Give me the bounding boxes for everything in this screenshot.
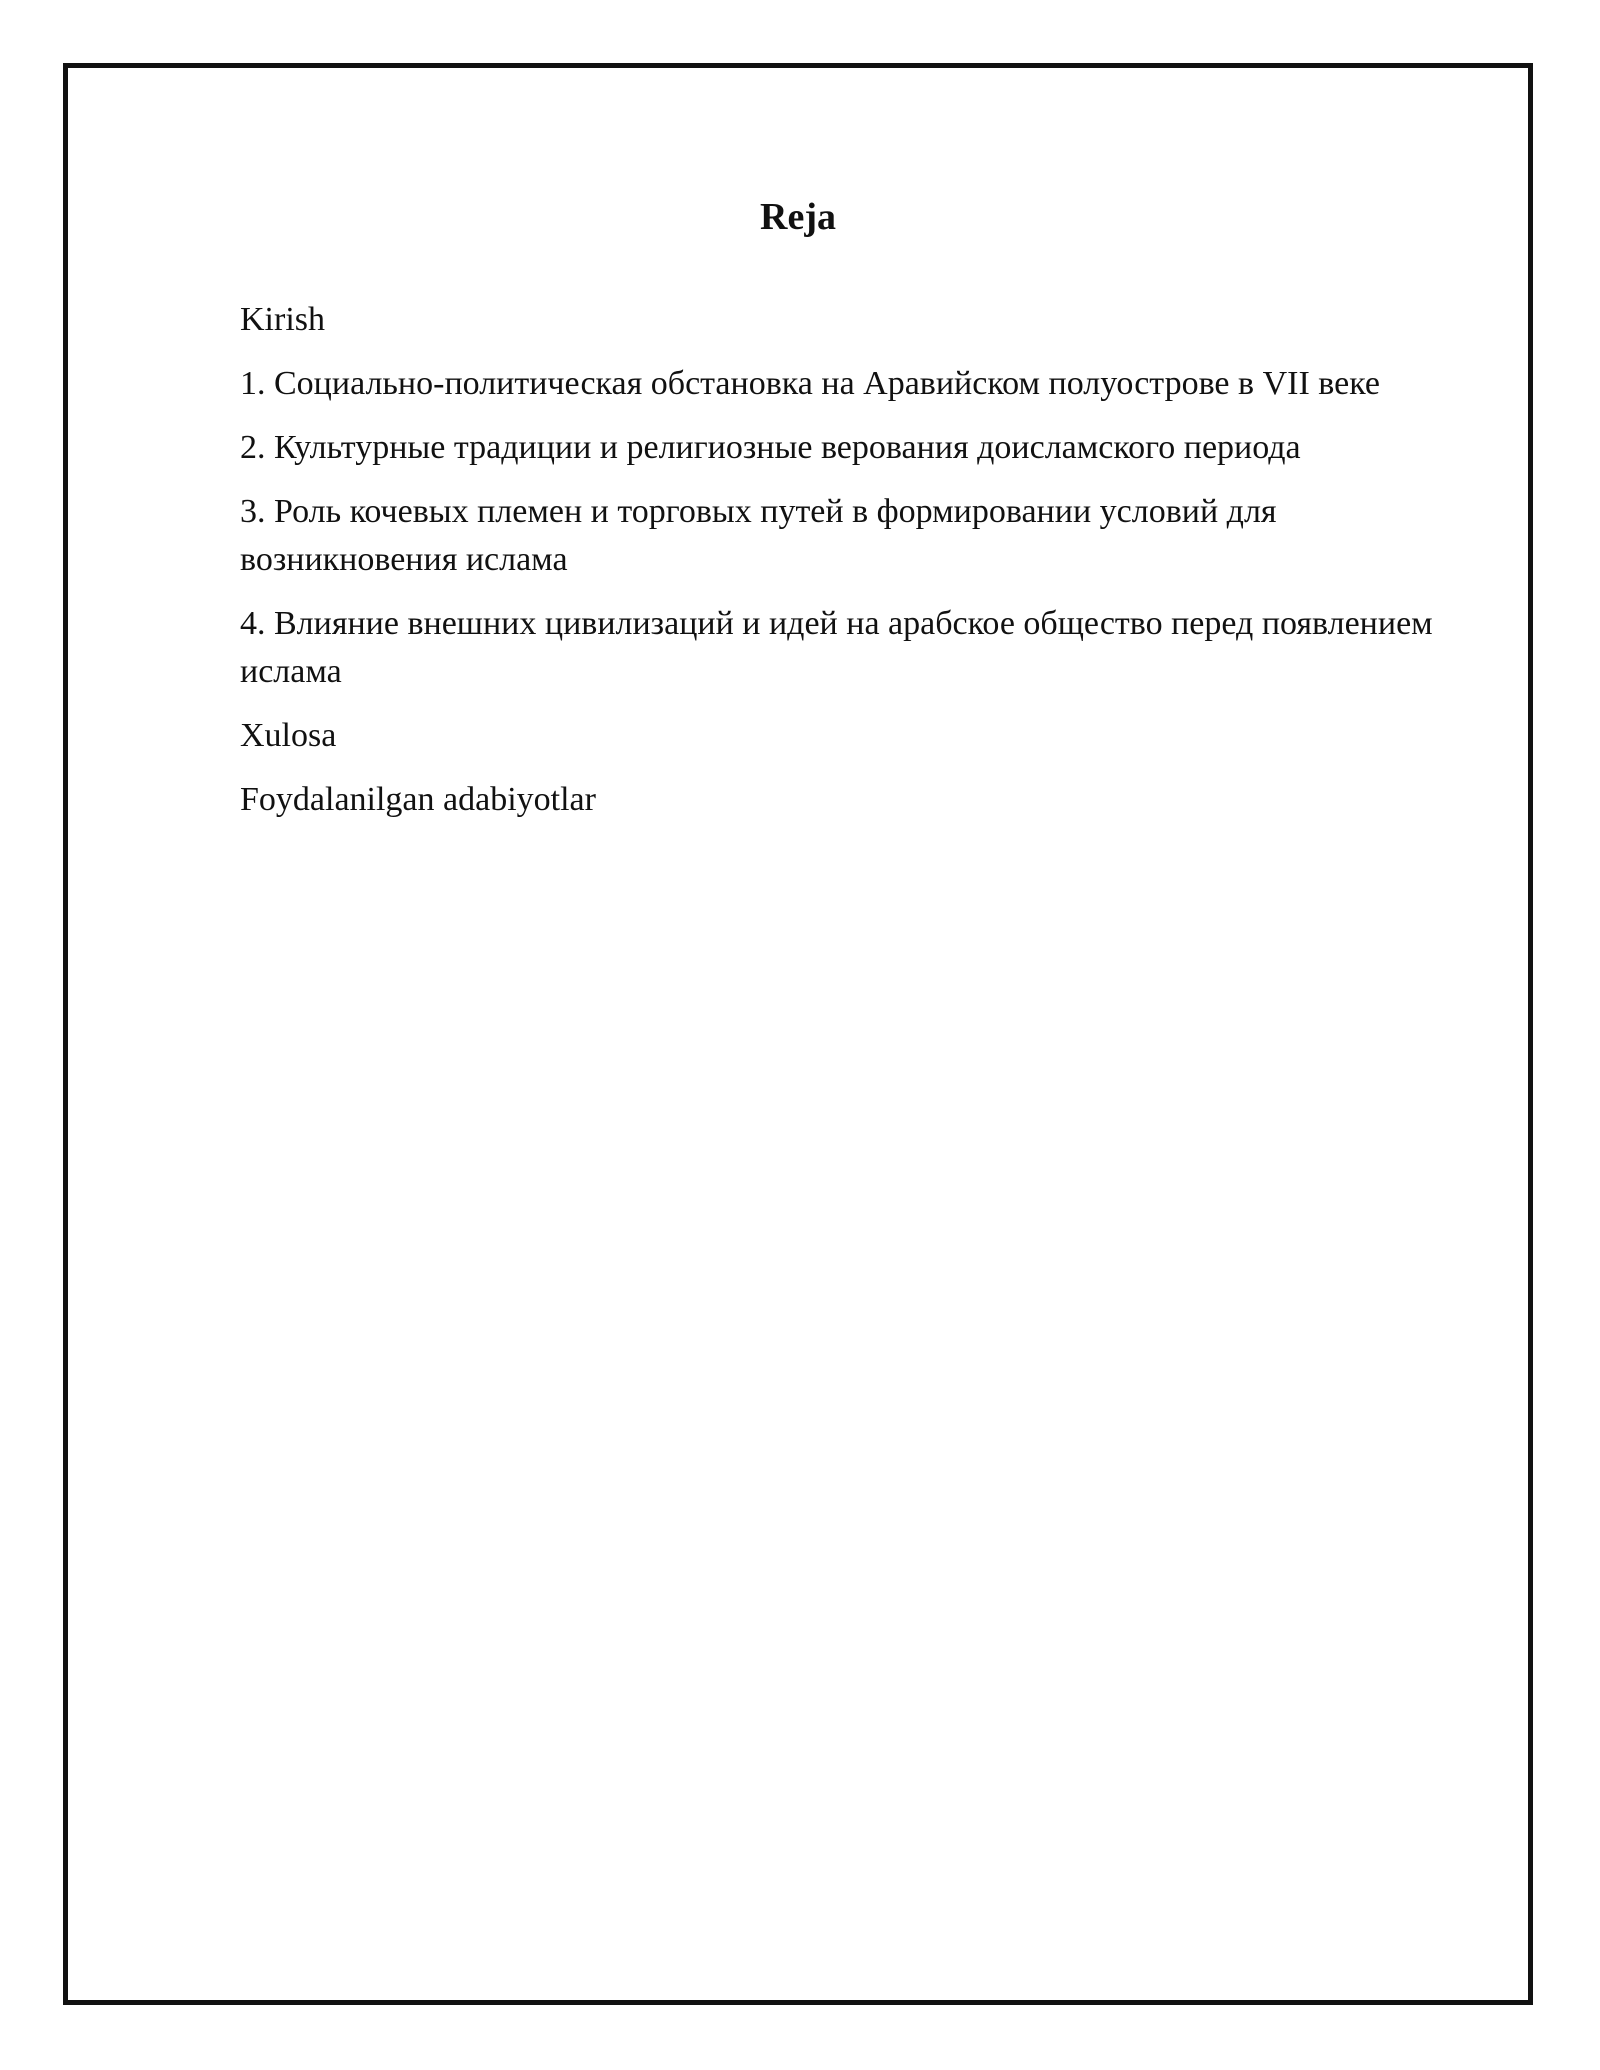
plan-item-2: 2. Культурные традиции и религиозные верования доисламского периода: [240, 429, 1301, 466]
plan-list: [240, 296, 1440, 840]
plan-item-references: Foydalanilgan adabiyotlar: [240, 781, 596, 818]
plan-item-conclusion: Xulosa: [240, 717, 337, 754]
plan-item-introduction: Kirish: [240, 301, 325, 338]
page-border: [63, 63, 1533, 2005]
page-title: Reja: [760, 196, 836, 238]
plan-item-4: 4. Влияние внешних цивилизаций и идей на арабское общество перед появлением ислама: [240, 605, 1433, 690]
plan-item-3: 3. Роль кочевых племен и торговых путей в формировании условий для возникновения ислама: [240, 493, 1277, 578]
plan-item-1: 1. Социально-политическая обстановка на Аравийском полуострове в VII веке: [240, 365, 1380, 402]
